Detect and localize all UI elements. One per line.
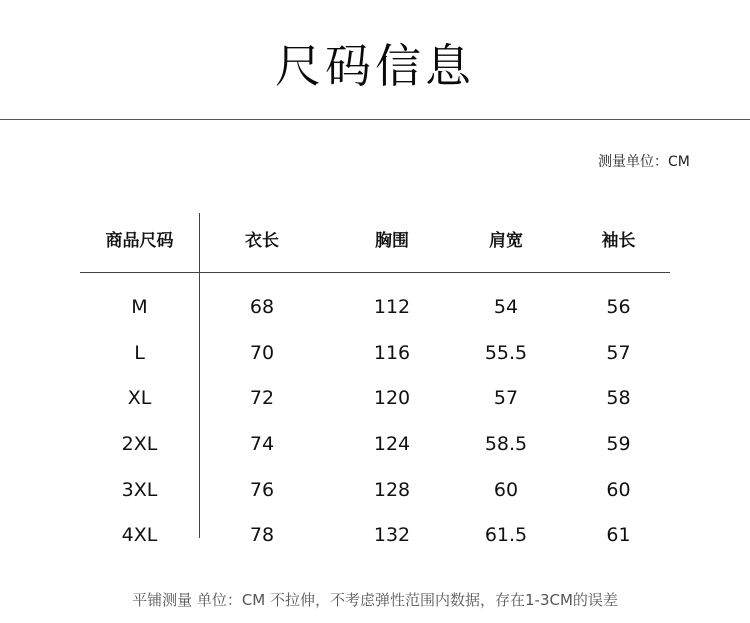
chest-cell: 128: [373, 479, 411, 501]
page-title: 尺码信息: [275, 39, 475, 93]
length-cell: 74: [249, 433, 275, 455]
length-cell: 68: [249, 296, 275, 318]
chest-cell: 120: [373, 387, 411, 409]
sleeve-cell: 60: [606, 479, 631, 501]
size-cell: 2XL: [121, 433, 158, 455]
length-cell: 72: [249, 387, 275, 409]
size-cell: M: [131, 296, 148, 318]
header-divider: [80, 272, 670, 273]
chest-cell: 132: [373, 524, 411, 546]
measurement-unit-note: 测量单位：CM: [598, 154, 690, 170]
size-cell: XL: [127, 387, 152, 409]
sleeve-cell: 61: [606, 524, 631, 546]
header-shoulder: 肩宽: [489, 231, 523, 251]
table-row: [80, 284, 670, 330]
chest-cell: 116: [373, 342, 411, 364]
table-row: [80, 512, 670, 558]
sleeve-cell: 59: [606, 433, 631, 455]
size-cell: L: [134, 342, 145, 364]
chest-cell: 112: [373, 296, 411, 318]
header-chest: 胸围: [375, 231, 409, 251]
shoulder-cell: 55.5: [484, 342, 528, 364]
length-cell: 70: [249, 342, 275, 364]
table-row: [80, 421, 670, 467]
table-row: [80, 330, 670, 376]
sleeve-cell: 56: [606, 296, 631, 318]
shoulder-cell: 57: [493, 387, 519, 409]
size-cell: 4XL: [121, 524, 158, 546]
sleeve-cell: 57: [606, 342, 631, 364]
measurement-disclaimer: 平铺测量 单位：CM 不拉伸，不考虑弹性范围内数据，存在1-3CM的误差: [132, 591, 618, 609]
table-row: [80, 375, 670, 421]
size-cell: 3XL: [121, 479, 158, 501]
chest-cell: 124: [373, 433, 411, 455]
table-header-row: [80, 210, 670, 272]
shoulder-cell: 54: [493, 296, 519, 318]
header-sleeve: 袖长: [601, 231, 636, 251]
table-row: [80, 467, 670, 513]
header-length: 衣长: [245, 231, 279, 251]
shoulder-cell: 58.5: [484, 433, 528, 455]
header-size: 商品尺码: [105, 231, 174, 251]
sleeve-cell: 58: [606, 387, 631, 409]
length-cell: 78: [249, 524, 275, 546]
shoulder-cell: 61.5: [484, 524, 528, 546]
title-divider: [0, 119, 750, 120]
length-cell: 76: [249, 479, 275, 501]
shoulder-cell: 60: [493, 479, 519, 501]
